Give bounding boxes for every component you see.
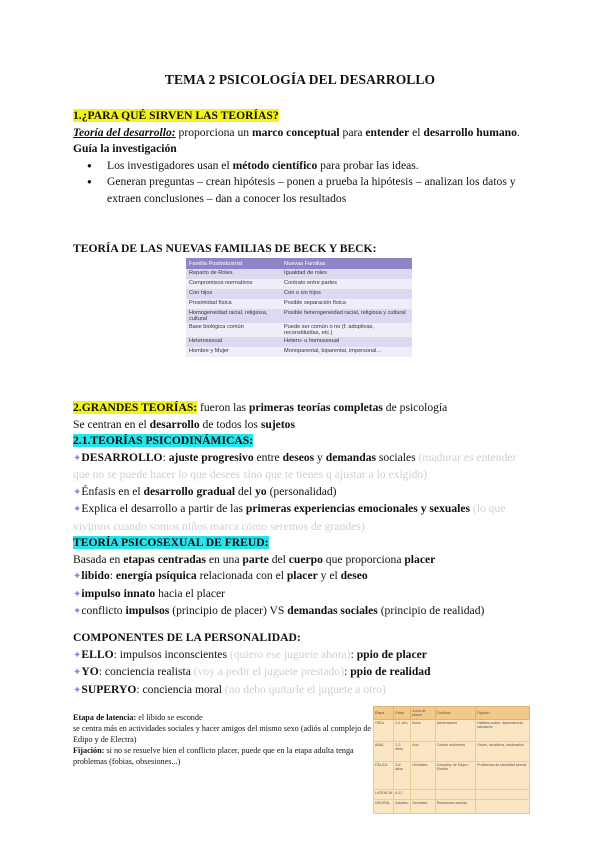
table-cell: GENITAL — [374, 800, 394, 814]
def-text: proporciona un — [175, 125, 252, 139]
table-cell: Complejo de Edipo / Electra — [435, 762, 475, 790]
table-header-cell: Nuevas Familias — [281, 258, 412, 269]
text: Se centran en el — [73, 417, 150, 431]
table-header-cell: Zona de placer — [411, 707, 435, 720]
table-cell: Heterosexual — [186, 337, 281, 347]
grey-note: (no debo quitarle el juguete a otro) — [224, 682, 386, 696]
text: conflicto — [81, 604, 126, 617]
section-2-heading-line — [73, 400, 535, 417]
table-header-cell: Familia Postindustrial — [186, 258, 281, 269]
bullet-star-icon: ✦ — [73, 684, 82, 696]
section-1 — [73, 108, 535, 207]
note-social: se centra más en actividades sociales y hacer amigos del mismo sexo (adiós al complejo de Edipo y de Electra) — [73, 724, 372, 744]
table-cell: Con hijos — [186, 289, 281, 299]
component-superyo — [73, 682, 535, 700]
bold-text: placer — [286, 569, 318, 582]
grey-note: (quiero ese juguete ahora) — [229, 647, 351, 661]
table-cell: Reparto de Roles — [186, 269, 281, 279]
table-row — [186, 337, 412, 347]
def-bold: marco conceptual — [251, 125, 340, 139]
bold-text: demandas sociales — [287, 604, 378, 617]
table-cell: Adolesc. — [394, 800, 411, 814]
list-item — [107, 174, 535, 207]
def-text: . — [516, 125, 520, 139]
table-cell: FÁLICA — [374, 762, 394, 790]
beck-table — [186, 258, 412, 357]
bold-text: SUPERYO — [81, 682, 137, 696]
text: (principio de placer) VS — [169, 604, 288, 617]
text: : — [162, 450, 169, 464]
grey-note: (voy a pedir el juguete prestado) — [193, 665, 345, 678]
text: : impulsos inconscientes — [113, 647, 230, 661]
beck-heading: TEORÍA DE LAS NUEVAS FAMILIAS DE BECK Y BECK: — [73, 242, 377, 255]
note-fixation — [73, 745, 383, 767]
table-cell: 0-1 año — [394, 720, 411, 742]
text: que proporciona — [322, 552, 405, 566]
table-header-cell: Etapa — [374, 707, 394, 720]
guide-heading: Guía la investigación — [73, 142, 177, 155]
table-cell: Base biológica común — [186, 323, 281, 337]
table-row — [186, 299, 412, 309]
text: en una — [206, 552, 243, 566]
bold-text: Fijación: — [73, 746, 105, 755]
table-header-cell: Fijación — [476, 707, 530, 720]
bold-text: DESARROLLO — [81, 450, 163, 464]
table-cell: Alimentación — [435, 720, 475, 742]
note-latency — [73, 712, 383, 723]
text: Explica el desarrollo a partir de las — [81, 502, 246, 515]
text: sociales — [376, 450, 419, 464]
page-title: TEMA 2 PSICOLOGÍA DEL DESARROLLO — [164, 72, 436, 87]
table-cell: ORAL — [374, 720, 394, 742]
psychodynamic-heading: 2.1.TEORÍAS PSICODINÁMICAS: — [73, 434, 254, 447]
table-cell: Igualdad de roles — [281, 269, 412, 279]
text: y — [314, 450, 326, 464]
table-header-row — [374, 707, 530, 720]
table-cell: Puede ser común o no (f. adoptivas, reconstituidas, etc.) — [281, 323, 412, 337]
text: de psicología — [382, 401, 448, 414]
table-cell: Control esfínteres — [435, 742, 475, 762]
bullet-star-icon: ✦ — [73, 667, 82, 678]
table-cell: 6-12 — [394, 790, 411, 800]
table-cell — [476, 790, 530, 800]
table-row — [374, 742, 530, 762]
table-row — [186, 347, 412, 357]
table-row — [186, 309, 412, 323]
table-cell: Contrato entre partes — [281, 279, 412, 289]
bold-text: etapas centradas — [123, 552, 206, 566]
grey-note: (lo que vivimos cuando somos niños marca cómo seremos de grandes) — [73, 502, 506, 533]
table-cell: Hábitos orales, dependencia, sarcasmo — [476, 720, 530, 742]
item-text: Los investigadores usan el — [107, 158, 233, 172]
text: fueron las — [197, 401, 249, 414]
table-cell: LATENCIA — [374, 790, 394, 800]
table-cell: Homogeneidad racial, religiosa, cultural — [186, 309, 281, 323]
guide-list — [73, 158, 535, 208]
bold-text: YO — [81, 665, 99, 678]
bold-text: primeras teorías completas — [248, 401, 383, 414]
bold-text: energía psíquica — [115, 569, 197, 582]
bold-text: deseo — [340, 569, 368, 582]
text: del — [235, 484, 256, 498]
bold-text: libido — [81, 569, 110, 582]
item-text: Generan preguntas – crean hipótesis – ponen a prueba la hipótesis – analizan los datos y extraen conclusiones – dan a conocer los resultados — [107, 175, 516, 205]
focus-line — [73, 417, 535, 434]
def-term: Teoría del desarrollo — [73, 125, 172, 139]
table-cell: Genitales — [411, 762, 435, 790]
def-text: para — [339, 125, 366, 139]
def-colon: : — [171, 125, 176, 139]
text: el líbido se esconde — [136, 713, 203, 722]
bold-text: placer — [404, 552, 436, 566]
freud-heading: TEORÍA PSICOSEXUAL DE FREUD: — [73, 536, 269, 549]
freud-line-3 — [73, 586, 535, 604]
bullet-star-icon: ✦ — [73, 606, 82, 617]
bold-text: desarrollo gradual — [143, 484, 236, 498]
components-heading: COMPONENTES DE LA PERSONALIDAD: — [73, 631, 301, 644]
table-row — [374, 790, 530, 800]
text: Énfasis en el — [81, 484, 144, 498]
bold-text: ppio de placer — [356, 647, 427, 661]
table-header-cell: Conflicto — [435, 707, 475, 720]
table-row — [374, 720, 530, 742]
bold-text: ajuste progresivo — [168, 450, 254, 464]
bullet-star-icon: ✦ — [73, 452, 82, 464]
table-row — [374, 800, 530, 814]
definition-paragraph — [73, 125, 535, 142]
bold-text: impulsos — [125, 604, 170, 617]
bullet-star-icon: ✦ — [73, 649, 82, 661]
table-cell: 3-6 años — [394, 762, 411, 790]
freud-line-2 — [73, 568, 535, 586]
table-cell: Ano — [411, 742, 435, 762]
section-1-heading: 1.¿PARA QUÉ SIRVEN LAS TEORÍAS? — [73, 109, 279, 122]
table-header-row — [186, 258, 412, 269]
bullet-star-icon: ✦ — [73, 486, 82, 498]
psychodynamic-point-2 — [73, 484, 535, 502]
section-2 — [73, 400, 535, 621]
text: hacia el placer — [155, 586, 226, 600]
def-bold: desarrollo humano — [423, 125, 517, 139]
table-cell — [435, 790, 475, 800]
bold-text: parte — [242, 552, 269, 566]
text: y el — [317, 569, 341, 582]
text: : — [344, 665, 351, 678]
psychodynamic-point-3 — [73, 501, 535, 535]
table-cell: Compromisos normativos — [186, 279, 281, 289]
table-cell: Boca — [411, 720, 435, 742]
bold-text: deseos — [282, 450, 315, 464]
notes — [73, 712, 383, 767]
table-cell: Posible heterogeneidad racial, religiosa y cultural — [281, 309, 412, 323]
table-cell: Problemas de identidad sexual — [476, 762, 530, 790]
text: : — [350, 647, 357, 661]
table-row — [186, 323, 412, 337]
text: entre — [253, 450, 283, 464]
text: : conciencia realista — [98, 665, 194, 678]
table-row — [186, 269, 412, 279]
def-text: el — [409, 125, 424, 139]
bold-text: desarrollo — [149, 417, 200, 431]
bold-text: primeras experiencias emocionales y sexuales — [245, 502, 470, 515]
table-cell: Relaciones adultas — [435, 800, 475, 814]
text: : — [109, 569, 116, 582]
bold-text: demandas — [325, 450, 377, 464]
bold-text: cuerpo — [288, 552, 323, 566]
bold-text: ELLO — [81, 647, 114, 661]
components-section — [73, 630, 535, 699]
component-ello — [73, 647, 535, 665]
beck-section — [73, 241, 535, 258]
table-cell: Con o sin hijos — [281, 289, 412, 299]
table-cell: Monoparental, biparental, impersonal... — [281, 347, 412, 357]
bold-text: yo — [255, 484, 267, 498]
table-cell: Orden, tacañería, obstinación — [476, 742, 530, 762]
bullet-star-icon: ✦ — [73, 504, 82, 515]
table-cell — [411, 790, 435, 800]
table-cell: ANAL — [374, 742, 394, 762]
table-row — [186, 279, 412, 289]
psychodynamic-point-1 — [73, 450, 535, 484]
def-bold: entender — [365, 125, 410, 139]
text: : conciencia moral — [136, 682, 225, 696]
bold-text: impulso innato — [81, 586, 156, 600]
text: (personalidad) — [266, 484, 337, 498]
bold-text: sujetos — [260, 417, 295, 431]
text: si no se resuelve bien el conflicto placer, puede que en la etapa adulta tenga problemas (fobias, obsesiones...) — [73, 746, 354, 766]
section-2-heading: 2.GRANDES TEORÍAS: — [73, 401, 198, 414]
bullet-star-icon: ✦ — [73, 571, 82, 582]
table-cell: 1-3 años — [394, 742, 411, 762]
table-header-cell: Edad — [394, 707, 411, 720]
grey-note: (madurar es entender que no se puede hacer lo que desees sino que te tienes q ajustar a lo exigido) — [73, 450, 517, 481]
stages-table — [373, 706, 530, 814]
text: Basada en — [73, 552, 124, 566]
freud-line-1 — [73, 552, 535, 569]
table-cell — [476, 800, 530, 814]
text: del — [268, 552, 289, 566]
table-row — [374, 762, 530, 790]
table-cell: Posible separación física — [281, 299, 412, 309]
text: (principio de realidad) — [377, 604, 485, 617]
text: de todos los — [199, 417, 261, 431]
list-item — [107, 158, 535, 175]
component-yo — [73, 664, 535, 682]
table-row — [186, 289, 412, 299]
table-cell: Genitales — [411, 800, 435, 814]
freud-line-4 — [73, 603, 535, 621]
text: relacionada con el — [196, 569, 287, 582]
table-cell: Proximidad física — [186, 299, 281, 309]
bullet-star-icon: ✦ — [73, 588, 82, 600]
item-bold: método científico — [232, 158, 318, 172]
table-cell: Hombre y Mujer — [186, 347, 281, 357]
bold-text: Etapa de latencia: — [73, 713, 137, 722]
table-cell: Hetero- u homosexual — [281, 337, 412, 347]
item-text: para probar las ideas. — [317, 158, 419, 172]
bold-text: ppio de realidad — [350, 665, 431, 678]
